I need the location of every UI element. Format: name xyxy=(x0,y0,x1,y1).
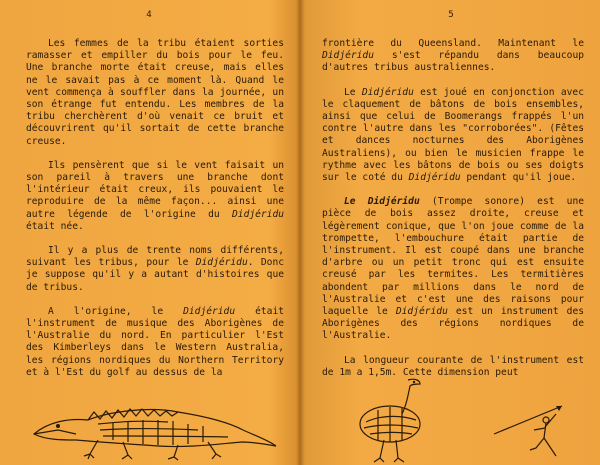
emu-illustration xyxy=(350,372,442,464)
paragraph: La longueur courante de l'instrument est de 1m a 1,5m. Cette dimension peut xyxy=(322,354,584,378)
right-page xyxy=(302,0,600,465)
right-page-text xyxy=(322,38,584,391)
crocodile-illustration xyxy=(28,382,280,462)
paragraph: Les femmes de la tribu étaient sorties ramasser et empiller du bois pour le feu. Une branche morte était creuse, mais elles ne le savait pas à ce moment là. Quand le vent commença à souffler dans la journée, un son étrange fut entendu. Les membres de la tribu cherchèrent d'où venait ce bruit et découvrirent qu'il sortait de cette branche creuse. xyxy=(26,38,284,147)
paragraph: Il y a plus de trente noms différents, suivant les tribus, pour le Didjéridu. Donc je suppose qu'il y a autant d'histoires que de tribus. xyxy=(26,245,284,293)
paragraph: Le Didjéridu est joué en conjonction avec le claquement de bâtons de bois ensembles, ainsi que celui de Boomerangs frappés l'un contre l'autre dans les "corroborées". (Fêtes et dances nocturnes des Aborigènes Australiens), ou bien le musicien frappe le rythme avec les bâtons de bois ou ses doigts sur le coté du Didjéridu pendant qu'il joue. xyxy=(322,86,584,184)
paragraph: Ils pensèrent que si le vent faisait un son pareil à travers une branche dont l'intérieur était creux, ils pouvaient le reproduire de la même façon... ainsi une autre légende de l'origine du Didjéridu était née. xyxy=(26,159,284,232)
paragraph: frontière du Queensland. Maintenant le Didjéridu s'est répandu dans beaucoup d'autres tribus australiennes. xyxy=(322,38,584,74)
paragraph: Le Didjéridu (Trompe sonore) est une pièce de bois assez droite, creuse et légèrement conique, que l'on joue comme de la trompette, l'embouchure était partie de l'instrument. Il est coupé dans une branche d'arbre ou un petit tronc qui est ensuite creusé par les termites. Les termitières abondent par millions dans le nord de l'Australie et c'est une des raisons pour laquelle le Didjéridu est un instrument des Aborigènes des régions nordiques de l'Australie. xyxy=(322,196,585,342)
left-page-text xyxy=(26,38,284,391)
hunter-illustration xyxy=(490,400,570,460)
left-page xyxy=(0,0,298,465)
page-number-left: 4 xyxy=(146,10,152,20)
page-number-right: 5 xyxy=(448,10,454,20)
paragraph: A l'origine, le Didjéridu était l'instrument de musique des Aborigènes de l'Australie du nord. En particulier l'Est des Kimberleys dans le Western Australia, les régions nordiques du Northern Territory et à l'Est du golf au dessus de la xyxy=(26,305,284,378)
